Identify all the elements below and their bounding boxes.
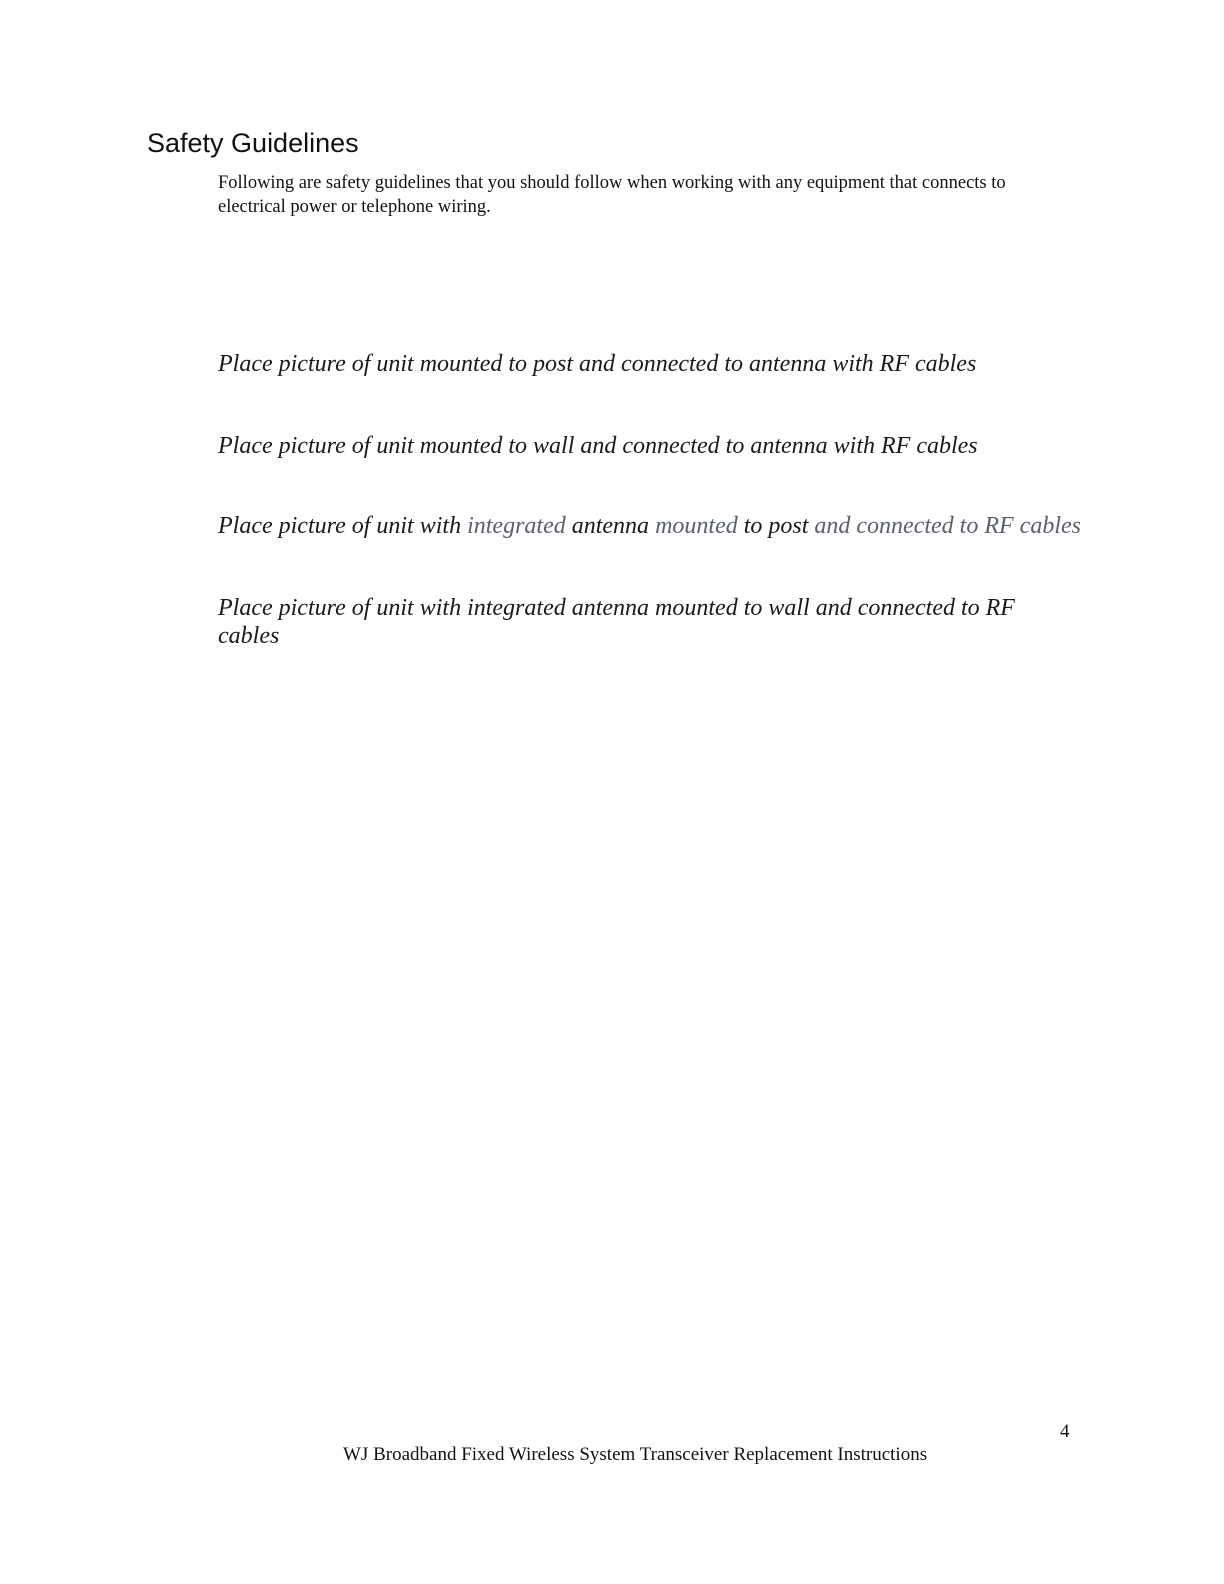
section-heading: Safety Guidelines: [147, 128, 359, 158]
placeholder-text-segment-faded: mounted: [655, 513, 738, 539]
placeholder-text-segment: Place picture of unit with: [218, 513, 468, 539]
page-number: 4: [1060, 1421, 1070, 1442]
photo-placeholder-wall-mount: Place picture of unit mounted to wall and connected to antenna with RF cables: [218, 433, 978, 459]
photo-placeholder-integrated-wall-mount: Place picture of unit with integrated antenna mounted to wall and connected to RF cables: [218, 595, 1015, 649]
placeholder-text-segment: to post: [737, 513, 815, 539]
footer-document-title: WJ Broadband Fixed Wireless System Transceiver Replacement Instructions: [343, 1444, 928, 1465]
photo-placeholder-integrated-post-mount: [218, 512, 1098, 540]
intro-paragraph: Following are safety guidelines that you should follow when working with any equipment that connects to electrical power or telephone wiring.: [218, 173, 1006, 217]
photo-placeholder-post-mount: Place picture of unit mounted to post and connected to antenna with RF cables: [218, 351, 977, 377]
placeholder-text-segment: antenna: [565, 513, 656, 539]
placeholder-text-segment-faded: integrated: [467, 513, 566, 539]
placeholder-text-segment-faded: and connected to RF cables: [814, 513, 1081, 539]
